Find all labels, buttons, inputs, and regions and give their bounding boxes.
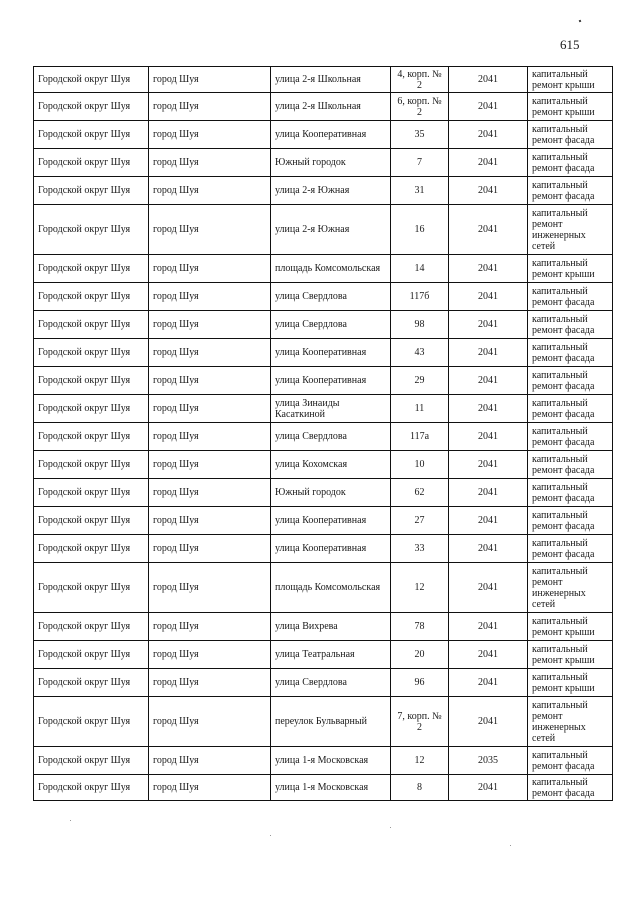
cell-municipality: Городской округ Шуя (34, 669, 149, 697)
cell-house-number: 12 (391, 747, 449, 775)
cell-work-type: капитальный ремонт фасада (528, 283, 613, 311)
cell-locality: город Шуя (149, 507, 271, 535)
cell-street: улица 2-я Школьная (271, 93, 391, 121)
cell-street: улица 2-я Южная (271, 205, 391, 255)
table-row (34, 479, 613, 507)
cell-locality: город Шуя (149, 339, 271, 367)
cell-year: 2041 (449, 121, 528, 149)
cell-street: улица Кооперативная (271, 507, 391, 535)
cell-locality: город Шуя (149, 451, 271, 479)
cell-work-type: капитальный ремонт крыши (528, 67, 613, 93)
cell-street: улица Кооперативная (271, 367, 391, 395)
cell-locality: город Шуя (149, 395, 271, 423)
cell-street: улица Кооперативная (271, 339, 391, 367)
table-row (34, 149, 613, 177)
cell-municipality: Городской округ Шуя (34, 479, 149, 507)
cell-municipality: Городской округ Шуя (34, 697, 149, 747)
cell-work-type: капитальный ремонт фасада (528, 535, 613, 563)
cell-house-number: 62 (391, 479, 449, 507)
cell-locality: город Шуя (149, 775, 271, 801)
cell-municipality: Городской округ Шуя (34, 93, 149, 121)
cell-municipality: Городской округ Шуя (34, 395, 149, 423)
cell-year: 2041 (449, 67, 528, 93)
table-row (34, 67, 613, 93)
cell-year: 2041 (449, 451, 528, 479)
cell-house-number: 12 (391, 563, 449, 613)
cell-street: улица Свердлова (271, 669, 391, 697)
cell-year: 2041 (449, 311, 528, 339)
table-row (34, 283, 613, 311)
cell-locality: город Шуя (149, 255, 271, 283)
cell-municipality: Городской округ Шуя (34, 121, 149, 149)
cell-locality: город Шуя (149, 205, 271, 255)
table-row (34, 339, 613, 367)
cell-municipality: Городской округ Шуя (34, 367, 149, 395)
cell-work-type: капитальный ремонт крыши (528, 255, 613, 283)
cell-work-type: капитальный ремонт фасада (528, 367, 613, 395)
cell-year: 2041 (449, 697, 528, 747)
cell-year: 2041 (449, 535, 528, 563)
cell-locality: город Шуя (149, 563, 271, 613)
cell-street: улица Свердлова (271, 423, 391, 451)
cell-house-number: 16 (391, 205, 449, 255)
cell-house-number: 29 (391, 367, 449, 395)
cell-year: 2041 (449, 283, 528, 311)
cell-year: 2041 (449, 507, 528, 535)
cell-year: 2041 (449, 177, 528, 205)
cell-street: Южный городок (271, 479, 391, 507)
cell-year: 2041 (449, 205, 528, 255)
scan-dot (270, 835, 271, 836)
page-number: 615 (560, 37, 580, 52)
cell-house-number: 20 (391, 641, 449, 669)
cell-year: 2041 (449, 775, 528, 801)
cell-year: 2041 (449, 613, 528, 641)
cell-house-number: 98 (391, 311, 449, 339)
cell-street: улица 2-я Южная (271, 177, 391, 205)
cell-street: улица Кооперативная (271, 535, 391, 563)
cell-street: улица Вихрева (271, 613, 391, 641)
cell-work-type: капитальный ремонт крыши (528, 641, 613, 669)
cell-municipality: Городской округ Шуя (34, 67, 149, 93)
table-row (34, 669, 613, 697)
table-row (34, 367, 613, 395)
scan-noise (60, 815, 600, 865)
cell-locality: город Шуя (149, 613, 271, 641)
table-row (34, 747, 613, 775)
cell-work-type: капитальный ремонт фасада (528, 339, 613, 367)
cell-municipality: Городской округ Шуя (34, 205, 149, 255)
cell-street: улица Кооперативная (271, 121, 391, 149)
cell-municipality: Городской округ Шуя (34, 563, 149, 613)
cell-house-number: 14 (391, 255, 449, 283)
cell-work-type: капитальный ремонт крыши (528, 669, 613, 697)
table-row (34, 775, 613, 801)
cell-locality: город Шуя (149, 93, 271, 121)
cell-locality: город Шуя (149, 311, 271, 339)
cell-house-number: 35 (391, 121, 449, 149)
cell-municipality: Городской округ Шуя (34, 283, 149, 311)
cell-year: 2041 (449, 423, 528, 451)
cell-work-type: капитальный ремонт фасада (528, 311, 613, 339)
table-row (34, 697, 613, 747)
cell-street: улица 2-я Школьная (271, 67, 391, 93)
cell-municipality: Городской округ Шуя (34, 641, 149, 669)
cell-year: 2041 (449, 149, 528, 177)
cell-street: улица Свердлова (271, 283, 391, 311)
cell-work-type: капитальный ремонт фасада (528, 121, 613, 149)
table-row (34, 395, 613, 423)
cell-work-type: капитальный ремонт инженерных сетей (528, 697, 613, 747)
cell-locality: город Шуя (149, 177, 271, 205)
repair-schedule-table (33, 66, 613, 801)
table-row (34, 507, 613, 535)
scan-dot (510, 845, 511, 846)
cell-locality: город Шуя (149, 535, 271, 563)
cell-municipality: Городской округ Шуя (34, 613, 149, 641)
table-row (34, 451, 613, 479)
cell-street: площадь Комсомольская (271, 563, 391, 613)
cell-street: переулок Бульварный (271, 697, 391, 747)
cell-work-type: капитальный ремонт фасада (528, 177, 613, 205)
cell-year: 2041 (449, 479, 528, 507)
cell-work-type: капитальный ремонт фасада (528, 479, 613, 507)
cell-locality: город Шуя (149, 67, 271, 93)
cell-street: улица 1-я Московская (271, 775, 391, 801)
cell-street: улица Театральная (271, 641, 391, 669)
table-row (34, 641, 613, 669)
cell-house-number: 7, корп. № 2 (391, 697, 449, 747)
cell-house-number: 33 (391, 535, 449, 563)
cell-locality: город Шуя (149, 747, 271, 775)
cell-municipality: Городской округ Шуя (34, 775, 149, 801)
cell-locality: город Шуя (149, 697, 271, 747)
cell-municipality: Городской округ Шуя (34, 177, 149, 205)
table-row (34, 177, 613, 205)
cell-street: Южный городок (271, 149, 391, 177)
cell-municipality: Городской округ Шуя (34, 507, 149, 535)
table-row (34, 423, 613, 451)
cell-year: 2041 (449, 93, 528, 121)
cell-house-number: 6, корп. № 2 (391, 93, 449, 121)
cell-locality: город Шуя (149, 669, 271, 697)
scan-dot (70, 820, 71, 821)
table-row (34, 563, 613, 613)
table-row (34, 205, 613, 255)
cell-house-number: 78 (391, 613, 449, 641)
cell-municipality: Городской округ Шуя (34, 149, 149, 177)
cell-house-number: 8 (391, 775, 449, 801)
cell-work-type: капитальный ремонт инженерных сетей (528, 563, 613, 613)
cell-work-type: капитальный ремонт фасада (528, 775, 613, 801)
cell-municipality: Городской округ Шуя (34, 311, 149, 339)
cell-year: 2041 (449, 339, 528, 367)
cell-house-number: 27 (391, 507, 449, 535)
table-row (34, 311, 613, 339)
cell-work-type: капитальный ремонт фасада (528, 507, 613, 535)
cell-locality: город Шуя (149, 641, 271, 669)
cell-year: 2041 (449, 367, 528, 395)
cell-street: площадь Комсомольская (271, 255, 391, 283)
cell-locality: город Шуя (149, 149, 271, 177)
cell-locality: город Шуя (149, 423, 271, 451)
cell-locality: город Шуя (149, 479, 271, 507)
cell-municipality: Городской округ Шуя (34, 255, 149, 283)
cell-locality: город Шуя (149, 283, 271, 311)
cell-year: 2041 (449, 669, 528, 697)
cell-municipality: Городской округ Шуя (34, 747, 149, 775)
cell-municipality: Городской округ Шуя (34, 451, 149, 479)
cell-street: улица Зинаиды Касаткиной (271, 395, 391, 423)
cell-house-number: 4, корп. № 2 (391, 67, 449, 93)
table-body (34, 67, 613, 801)
cell-work-type: капитальный ремонт фасада (528, 149, 613, 177)
cell-house-number: 43 (391, 339, 449, 367)
cell-house-number: 117б (391, 283, 449, 311)
scan-speck (579, 20, 582, 23)
cell-year: 2041 (449, 563, 528, 613)
cell-locality: город Шуя (149, 121, 271, 149)
cell-house-number: 31 (391, 177, 449, 205)
cell-municipality: Городской округ Шуя (34, 339, 149, 367)
cell-work-type: капитальный ремонт фасада (528, 747, 613, 775)
cell-house-number: 117а (391, 423, 449, 451)
cell-work-type: капитальный ремонт крыши (528, 93, 613, 121)
table-row (34, 613, 613, 641)
cell-year: 2035 (449, 747, 528, 775)
cell-street: улица Кохомская (271, 451, 391, 479)
cell-work-type: капитальный ремонт фасада (528, 395, 613, 423)
cell-house-number: 10 (391, 451, 449, 479)
cell-year: 2041 (449, 255, 528, 283)
cell-year: 2041 (449, 641, 528, 669)
cell-house-number: 7 (391, 149, 449, 177)
cell-street: улица 1-я Московская (271, 747, 391, 775)
table-row (34, 121, 613, 149)
cell-street: улица Свердлова (271, 311, 391, 339)
table-row (34, 255, 613, 283)
cell-municipality: Городской округ Шуя (34, 535, 149, 563)
cell-locality: город Шуя (149, 367, 271, 395)
cell-year: 2041 (449, 395, 528, 423)
cell-work-type: капитальный ремонт фасада (528, 423, 613, 451)
cell-municipality: Городской округ Шуя (34, 423, 149, 451)
scan-dot (390, 827, 391, 828)
cell-house-number: 11 (391, 395, 449, 423)
table-row (34, 535, 613, 563)
cell-work-type: капитальный ремонт фасада (528, 451, 613, 479)
table-row (34, 93, 613, 121)
cell-work-type: капитальный ремонт крыши (528, 613, 613, 641)
cell-work-type: капитальный ремонт инженерных сетей (528, 205, 613, 255)
cell-house-number: 96 (391, 669, 449, 697)
